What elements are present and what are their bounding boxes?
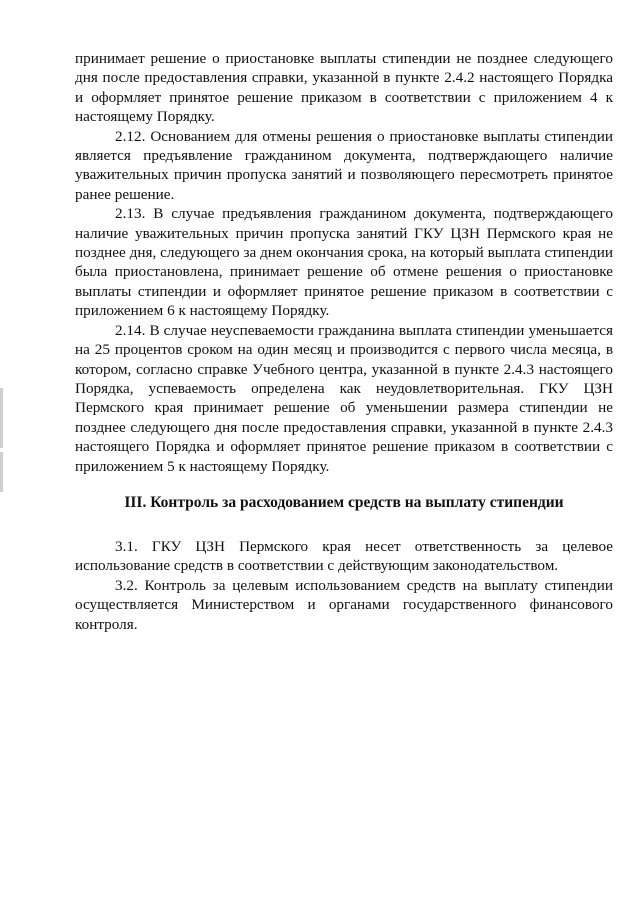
paragraph-2-14: 2.14. В случае неуспеваемости гражданина выплата стипендии уменьшается на 25 процентов сроком на один месяц и производится с первого числа месяца, в котором, согласно справке Учебного центра, указанной в пункте 2.4.3 настоящего Порядка, успеваемость определена как неудовлетворительная. ГКУ ЦЗН Пермского края принимает решение об уменьшении размера стипендии не позднее следующего дня после предоставления справки, указанной в пункте 2.4.3 настоящего Порядка и оформляет принятое решение приказом в соответствии с приложением 5 к настоящему Порядку. [75, 321, 613, 475]
paragraph-3-2: 3.2. Контроль за целевым использованием средств на выплату стипендии осуществляется Министерством и органами государственного финансового контроля. [75, 576, 613, 633]
body-text-section-2 [75, 49, 613, 476]
paragraph-2-12: 2.12. Основанием для отмены решения о приостановке выплаты стипендии является предъявление гражданином документа, подтверждающего наличие уважительных причин пропуска занятий и позволяющего пересмотреть принятое ранее решение. [75, 127, 613, 203]
paragraph-continuation: принимает решение о приостановке выплаты стипендии не позднее следующего дня после предоставления справки, указанной в пункте 2.4.2 настоящего Порядка и оформляет принятое решение приказом в соответствии с приложением 4 к настоящему Порядку. [75, 50, 613, 126]
body-text-section-3 [75, 537, 613, 634]
scan-edge-mark [0, 388, 3, 448]
scan-edge-mark [0, 452, 3, 492]
paragraph-3-1: 3.1. ГКУ ЦЗН Пермского края несет ответственность за целевое использование средств в соответствии с действующим законодательством. [75, 538, 613, 575]
paragraph-2-13: 2.13. В случае предъявления гражданином документа, подтверждающего наличие уважительных причин пропуска занятий ГКУ ЦЗН Пермского края не позднее дня, следующего за днем окончания срока, на который выплата стипендии была приостановлена, принимает решение об отмене решения о приостановке выплаты стипендии и оформляет принятое решение приказом в соответствии с приложением 6 к настоящему Порядку. [75, 205, 613, 320]
section-heading: III. Контроль за расходованием средств на выплату стипендии [124, 494, 564, 511]
